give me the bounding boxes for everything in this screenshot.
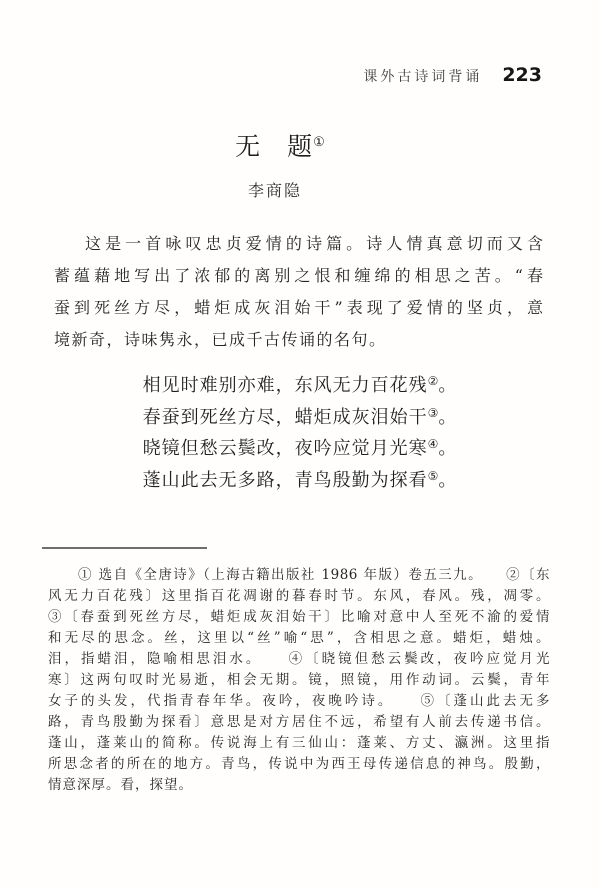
footnote-divider [42, 547, 207, 549]
poem-line [48, 465, 552, 497]
intro-line: 这是一首咏叹忠贞爱情的诗篇。诗人情真意切而又含 [85, 234, 544, 253]
footnote-line: ③〔春蚕到死丝方尽，蜡炬成灰泪始干〕比喻对意中人至死不渝的爱情 [48, 609, 550, 625]
poem-title-text: 无 题 [235, 132, 314, 161]
poem-line-text: 春蚕到死丝方尽，蜡炬成灰泪始干 [142, 406, 428, 428]
footnote-line: 女子的头发，代指青春年华。夜吟，夜晚吟诗。 ⑤〔蓬山此去无多 [48, 693, 550, 709]
footnote-line: 路，青鸟殷勤为探看〕意思是对方居住不远，希望有人前去传递书信。 [48, 714, 550, 730]
poem-line-punct: 。 [438, 469, 458, 491]
footnote-line: 风无力百花残〕这里指百花凋谢的暮春时节。东风，春风。残，凋零。 [48, 588, 550, 604]
footnote-line: 情意深厚。看，探望。 [48, 777, 193, 793]
poem-line-punct: 。 [438, 406, 458, 428]
footnote-line: ① 选自《全唐诗》（上海古籍出版社 1986 年版）卷五三九。 ②〔东 [78, 567, 550, 583]
footnote-line: 寒〕这两句叹时光易逝，相会无期。镜，照镜，用作动词。云鬓，青年 [48, 672, 550, 688]
footnotes [48, 565, 550, 796]
title-note-ref: ① [313, 135, 325, 150]
poem-note-ref: ② [427, 374, 439, 388]
poem-line-text: 晓镜但愁云鬓改，夜吟应觉月光寒 [142, 438, 428, 459]
poem-note-ref: ⑤ [427, 468, 439, 483]
poem-body [48, 370, 552, 496]
footnote-line: 所思念者的所在的地方。青鸟，传说中为西王母传递信息的神鸟。殷勤， [48, 756, 550, 772]
poem-title [0, 130, 560, 164]
intro-line: 蚕到死丝方尽，蜡炬成灰泪始干”表现了爱情的坚贞，意 [54, 298, 544, 317]
poem-line [48, 370, 552, 402]
page-header [363, 64, 542, 86]
poem-line-text: 相见时难别亦难，东风无力百花残 [142, 375, 428, 396]
poem-line-text: 蓬山此去无多路，青鸟殷勤为探看 [142, 469, 428, 491]
page-number: 223 [502, 64, 542, 86]
intro-line: 蓄蕴藉地写出了浓郁的离别之恨和缠绵的相思之苦。“春 [54, 266, 544, 285]
intro-paragraph [54, 228, 544, 356]
footnote-line: 蓬山，蓬莱山的简称。传说海上有三仙山：蓬莱、方丈、瀛洲。这里指 [48, 735, 550, 751]
poem-line [48, 402, 552, 434]
poem-line [48, 433, 552, 465]
poem-author: 李商隐 [247, 181, 302, 200]
poem-line-punct: 。 [438, 375, 458, 396]
intro-line: 境新奇，诗味隽永，已成千古传诵的名句。 [54, 330, 387, 349]
poem-line-punct: 。 [438, 438, 458, 459]
footnote-line: 和无尽的思念。丝，这里以“丝”喻“思”，含相思之意。蜡炬，蜡烛。 [48, 630, 550, 646]
footnote-line: 泪，指蜡泪，隐喻相思泪水。 ④〔晓镜但愁云鬓改，夜吟应觉月光 [48, 651, 550, 667]
poem-note-ref: ③ [427, 405, 439, 420]
poem-note-ref: ④ [427, 437, 439, 451]
section-title: 课外古诗词背诵 [363, 69, 483, 85]
